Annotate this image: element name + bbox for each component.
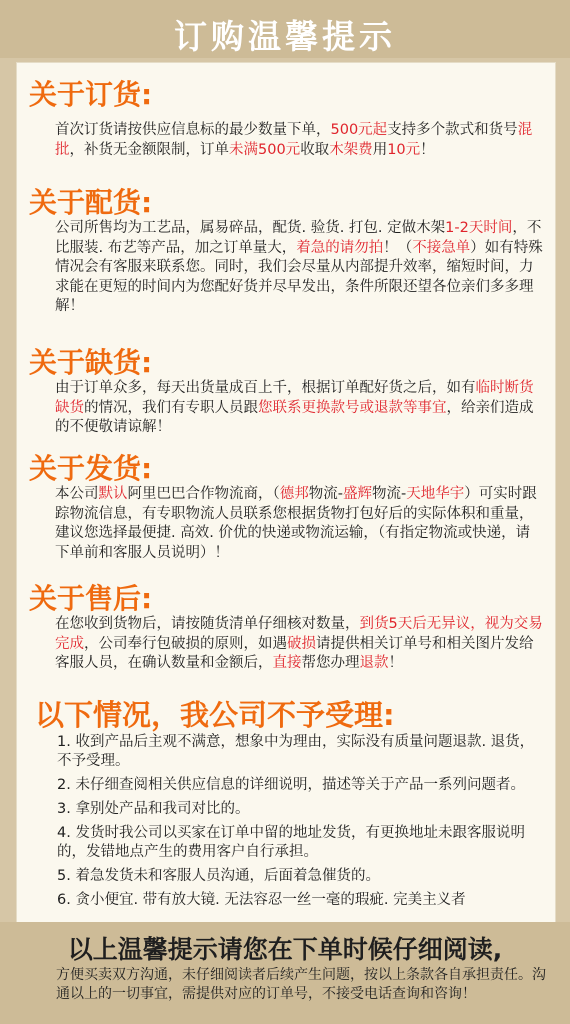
exclusion-list: [57, 733, 547, 915]
highlight-text: 500元起: [330, 122, 388, 138]
highlight-text: 到货5天后无异议，视为交易完成: [55, 616, 543, 652]
highlight-text: 您联系更换款号或退款等事宜: [258, 399, 447, 416]
highlight-text: 临时断货缺货: [55, 380, 534, 416]
section-body: [55, 121, 543, 160]
section-body: [55, 219, 543, 317]
section-title: 关于售后:: [29, 582, 153, 615]
notice-panel: [16, 62, 556, 924]
highlight-text: 破损: [287, 635, 316, 652]
list-item: 5. 着急发货未和客服人员沟通，后面着急催货的。: [57, 868, 380, 884]
text: ！: [420, 141, 435, 158]
footer-body: 方便买卖双方沟通，未仔细阅读者后续产生问题，按以上条款各自承担责任。沟通以上的一切事宜，需提供对应的订单号，不接受电话查询和咨询！: [56, 967, 546, 1002]
footer-title: 以上温馨提示请您在下单时候仔细阅读,: [67, 935, 503, 964]
highlight-text: 默认: [98, 486, 128, 502]
page-title: 订购温馨提示: [174, 17, 396, 56]
section-title: 以下情况，我公司不予受理:: [35, 698, 395, 732]
section-title: 关于缺货:: [29, 346, 153, 379]
list-item: 6. 贪小便宜. 带有放大镜. 无法容忍一丝一毫的瑕疵. 完美主义者: [57, 892, 466, 908]
highlight-text: 天地华宇: [406, 486, 465, 502]
text: 公司所售均为工艺品，属易碎品，配货. 验货. 打包. 定做木架: [55, 220, 446, 236]
highlight-text: 直接: [272, 655, 302, 671]
highlight-text: 退款: [359, 655, 389, 671]
list-item: 2. 未仔细查阅相关供应信息的详细说明，描述等关于产品一系列问题者。: [57, 777, 525, 793]
highlight-text: 盛辉: [342, 486, 372, 502]
highlight-text: 混批: [55, 122, 533, 158]
highlight-text: 木架费: [329, 141, 373, 158]
highlight-text: 1-2天时间: [445, 220, 513, 236]
footer: [0, 922, 570, 1024]
highlight-text: 10元: [387, 141, 421, 158]
text: ）如有特殊情况会有客服来联系您。同时，我们会尽量从内部提升效率，缩短时间，力求能在更短的时间内为您配好货并尽早发出，条件所限还望各位亲们多多理解！: [55, 239, 543, 314]
highlight-text: 德邦: [279, 486, 309, 502]
highlight-text: 不接急单: [412, 239, 471, 256]
text: ，不比服装. 布艺等产品，加之订单量大，: [55, 220, 542, 256]
text: ！（: [383, 239, 413, 256]
section-title: 关于配货:: [29, 186, 153, 219]
text: 物流-: [308, 486, 343, 502]
text: ，公司奉行包破损的原则，如遇: [84, 635, 287, 652]
section-body: [55, 615, 543, 674]
text: 支持多个款式和货号: [387, 122, 518, 138]
section-title: 关于订货:: [29, 78, 153, 111]
text: ）可实时跟踪物流信息，有专职物流人员联系您根据货物打包好后的实际体积和重量，建议您选择最便捷. 高效. 价优的快递或物流运输，（有指定物流或快递，请下单前和客服人员说明）！: [55, 486, 537, 561]
section-body: [55, 379, 543, 438]
text: 由于订单众多，每天出货量成百上千，根据订单配好货之后，如有: [55, 380, 476, 396]
text: 在您收到货物后，请按随货清单仔细核对数量，: [55, 616, 360, 632]
highlight-text: 未满500元: [229, 141, 301, 158]
text: 请提供相关订单号和相关图片发给客服人员，在确认数量和金额后，: [55, 635, 534, 671]
list-item: 4. 发货时我公司以买家在订单中留的地址发货，有更换地址未跟客服说明的，发错地点产生的费用客户自行承担。: [57, 825, 525, 860]
text: 本公司: [55, 486, 99, 502]
text: 阿里巴巴合作物流商，（: [127, 486, 280, 502]
list-item: 1. 收到产品后主观不满意，想象中为理由，实际没有质量问题退款. 退货，不予受理。: [57, 734, 535, 769]
list-item: 3. 拿别处产品和我司对比的。: [57, 801, 250, 817]
text: 用: [372, 141, 388, 158]
section-body: [55, 485, 543, 563]
highlight-text: 着急的请勿拍: [296, 239, 384, 256]
text: 的情况，我们有专职人员跟: [84, 399, 258, 416]
text: ！: [388, 655, 403, 671]
text: 物流-: [371, 486, 407, 502]
header-banner: [0, 0, 570, 58]
text: 帮您办理: [301, 655, 360, 671]
text: 收取: [300, 141, 330, 158]
text: ，补货无金额限制，订单: [69, 141, 229, 158]
section-title: 关于发货:: [29, 452, 153, 485]
text: ，给亲们造成的不便敬请谅解！: [55, 399, 534, 435]
text: 首次订货请按供应信息标的最少数量下单，: [55, 122, 331, 138]
